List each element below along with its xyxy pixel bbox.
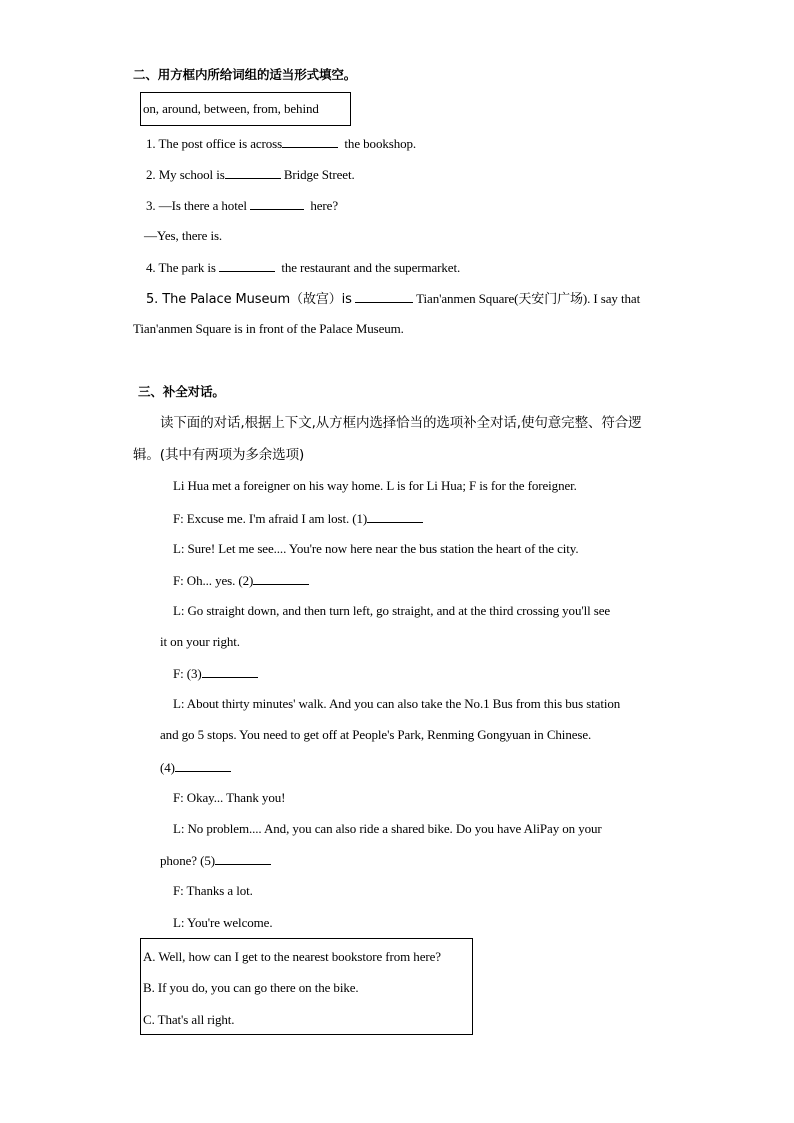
instructions-line-2: 辑。(其中有两项为多余选项) [133,447,305,463]
dialogue-l4-line-2 [160,852,271,869]
dialogue-f3-text: F: (3) [173,666,202,681]
word-box-text: on, around, between, from, behind [143,101,319,116]
question-4-text-end: the restaurant and the supermarket. [281,260,461,275]
question-1-text: 1. The post office is across [146,136,283,151]
question-1 [146,135,416,152]
question-2-text: 2. My school is [146,167,225,182]
question-2-text-end: Bridge Street. [283,167,355,182]
answer-blank-2[interactable] [225,166,281,179]
dialogue-l4-line-2-text: phone? (5) [160,853,215,868]
dialogue-intro: Li Hua met a foreigner on his way home. L is for Li Hua; F is for the foreigner. [173,478,577,493]
dialogue-blank-3[interactable] [202,665,258,678]
dialogue-l2-line-2: it on your right. [160,634,240,649]
dialogue-blank-2[interactable] [253,572,309,585]
question-5-text-end: Tian'anmen Square(天安门广场). I say that [416,291,641,306]
option-a: A. Well, how can I get to the nearest bookstore from here? [143,949,441,964]
question-5-continuation: Tian'anmen Square is in front of the Palace Museum. [133,321,404,336]
question-1-text-end: the bookshop. [344,136,417,151]
question-4 [146,259,460,276]
question-5-text: 5. The Palace Museum（故宫）is [146,292,352,307]
dialogue-l5: L: You're welcome. [173,915,273,930]
dialogue-f1-text: F: Excuse me. I'm afraid I am lost. (1) [173,511,368,526]
question-3-text-end: here? [310,198,338,213]
dialogue-f2-text: F: Oh... yes. (2) [173,573,254,588]
dialogue-l1: L: Sure! Let me see.... You're now here near the bus station the heart of the city. [173,541,579,556]
answer-blank-5[interactable] [355,290,413,303]
option-c: C. That's all right. [143,1012,235,1027]
options-box [140,938,473,1035]
question-2 [146,166,355,183]
question-5 [146,290,640,308]
dialogue-blank-1[interactable] [367,510,423,523]
dialogue-f5: F: Thanks a lot. [173,883,253,898]
dialogue-l3-line-3 [160,759,231,776]
dialogue-f1 [173,510,423,527]
section-3-heading: 三、补全对话。 [138,384,225,399]
question-3 [146,197,338,214]
section-2-heading: 二、用方框内所给词组的适当形式填空。 [133,67,357,82]
question-3-text: 3. —Is there a hotel [146,198,247,213]
option-b: B. If you do, you can go there on the bike. [143,980,359,995]
dialogue-f4: F: Okay... Thank you! [173,790,286,805]
word-box [140,92,351,126]
question-4-text: 4. The park is [146,260,216,275]
dialogue-l2-line-1: L: Go straight down, and then turn left, go straight, and at the third crossing you'll see [173,603,611,618]
dialogue-f3 [173,665,258,682]
dialogue-l4-line-1: L: No problem.... And, you can also ride a shared bike. Do you have AliPay on your [173,821,602,836]
dialogue-l3-line-2: and go 5 stops. You need to get off at People's Park, Renming Gongyuan in Chinese. [160,727,592,742]
answer-blank-3[interactable] [250,197,304,210]
dialogue-f2 [173,572,309,589]
answer-blank-4[interactable] [219,259,275,272]
answer-blank-1[interactable] [282,135,338,148]
instructions-line-1: 读下面的对话,根据上下文,从方框内选择恰当的选项补全对话,使句意完整、符合逻 [160,415,642,431]
dialogue-blank-4[interactable] [175,759,231,772]
question-3-response: —Yes, there is. [144,228,223,243]
dialogue-l3-line-3-text: (4) [160,760,175,775]
dialogue-l3-line-1: L: About thirty minutes' walk. And you can also take the No.1 Bus from this bus station [173,696,621,711]
dialogue-blank-5[interactable] [215,852,271,865]
